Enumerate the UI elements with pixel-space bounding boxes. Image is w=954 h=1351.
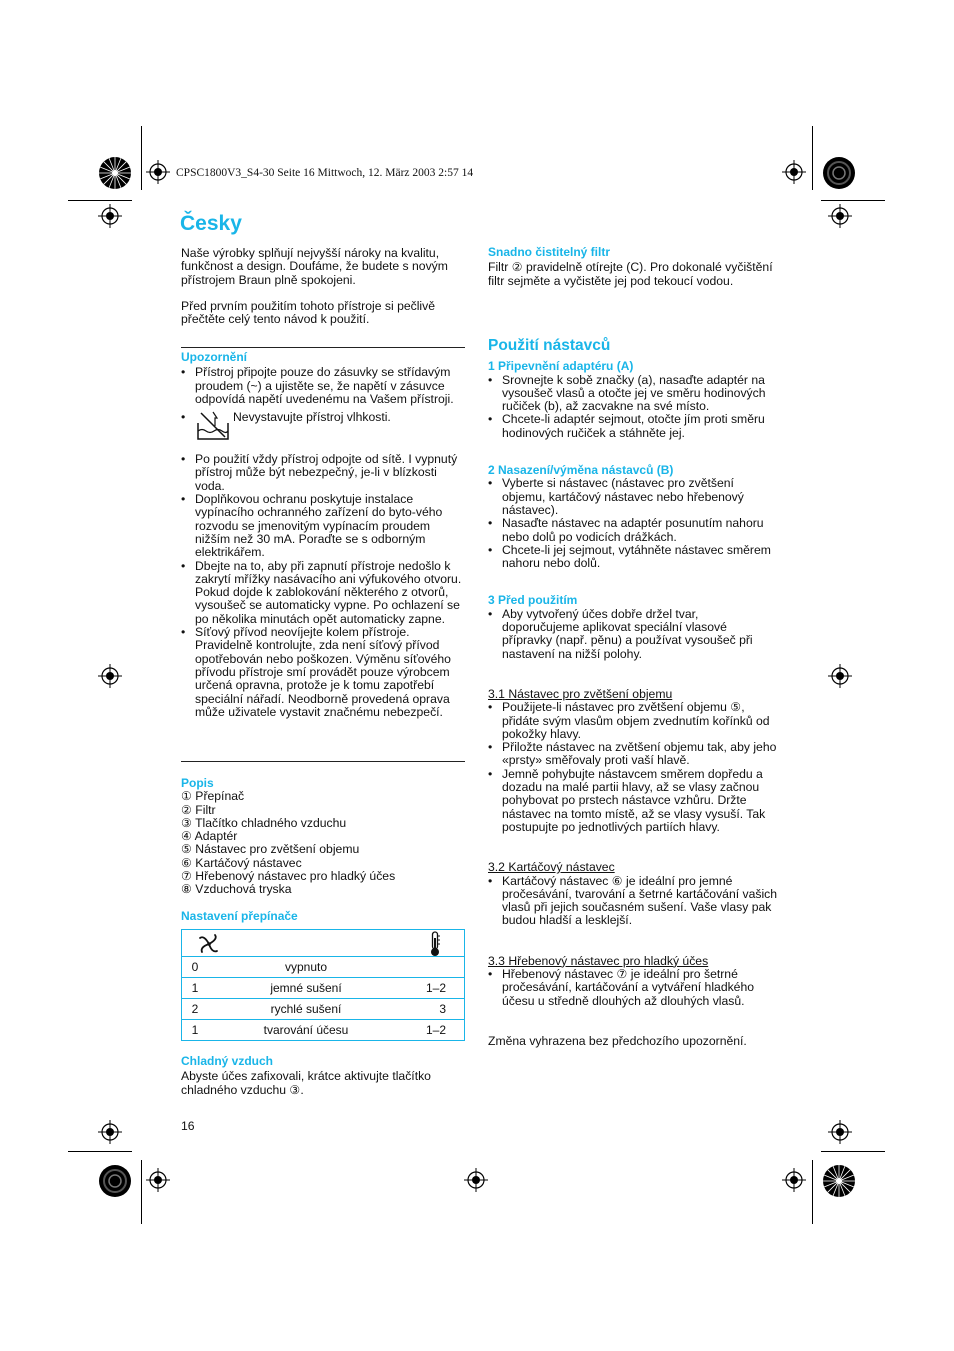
crosshair-mark xyxy=(782,160,806,184)
table-cell xyxy=(404,957,465,978)
list-item-text: Jemně pohybujte nástavcem směrem dopředu a dozadu na malé partii hlavy, až se vlasy začnou pohybovat po prstech nástavce vzhůru. Držte nástavec na tomto místě, až se vlasy vysuší. Tak postupujte po jednotlivých partiích hlavy. xyxy=(502,766,766,834)
table-header-row xyxy=(182,930,465,957)
thermometer-icon xyxy=(428,931,442,957)
left-column xyxy=(181,247,467,326)
list-item: • Aby vytvořený účes dobře držel tvar, doporučujeme aplikovat speciální vlasové přípravky (např. pěnu) a používat vysoušeč při nastavení na nižší polohy. xyxy=(488,606,753,661)
crop-mark xyxy=(812,126,813,190)
crop-mark xyxy=(821,200,885,201)
list-item: • Chcete-li adaptér sejmout, otočte jím proti směru hodinových ručiček a stáhněte jej. xyxy=(488,412,765,440)
table-cell: 3 xyxy=(404,999,465,1020)
page-title: Česky xyxy=(180,212,242,235)
part-item: ③ Tlačítko chladného vzduchu xyxy=(181,815,347,830)
intro-paragraph: Před prvním použitím tohoto přístroje si pečlivě přečtěte celý tento návod k použití. xyxy=(181,298,436,327)
footer-note: Změna vyhrazena bez předchozího upozornění. xyxy=(488,1033,747,1048)
warning-heading: Upozornění xyxy=(181,350,247,364)
list-item: • Srovnejte k sobě značky (a), nasaďte adaptér na vysoušeč vlasů a otočte jej ve směru hodinových ručiček (b), až zacvakne na své místo. xyxy=(488,372,766,414)
crop-mark xyxy=(141,126,142,190)
table-row xyxy=(182,957,465,978)
crosshair-mark xyxy=(464,1168,488,1192)
part-item: ① Přepínač xyxy=(181,789,245,804)
crosshair-mark xyxy=(828,204,852,228)
subsection-heading: 3.1 Nástavec pro zvětšení objemu xyxy=(488,686,673,701)
list-item-text: Aby vytvořený účes dobře držel tvar, doporučujeme aplikovat speciální vlasové přípravky (např. pěnu) a používat vysoušeč při nastavení na nižší polohy. xyxy=(502,606,753,661)
list-item-text: Vyberte si nástavec (nástavec pro zvětšení objemu, kartáčový nástavec nebo hřebenový nástavec). xyxy=(502,476,744,517)
registration-star-mark xyxy=(98,156,132,190)
no-water-bath-icon xyxy=(195,409,231,443)
crop-mark xyxy=(812,1160,813,1224)
crosshair-mark xyxy=(828,1120,852,1144)
table-cell: 1 xyxy=(182,978,209,999)
crosshair-mark xyxy=(98,204,122,228)
cool-air-text: Abyste účes zafixovali, krátce aktivujte tlačítko chladného vzduchu ③. xyxy=(181,1069,431,1097)
registration-star-mark xyxy=(822,1164,856,1198)
intro-paragraph: Naše výrobky splňují nejvyšší nároky na kvalitu, funkčnost a design. Doufáme, že budete s novým přístrojem Braun plně spokojeni. xyxy=(181,246,448,287)
list-item-text: Použijete-li nástavec pro zvětšení objemu ⑤, přidáte svým vlasům objem zvednutím kořínků od pokožky hlavy. xyxy=(502,700,770,741)
crosshair-mark xyxy=(146,1168,170,1192)
switch-settings-table xyxy=(181,929,465,1041)
list-item: • Hřebenový nástavec ⑦ je ideální pro šetrné pročesávání, kartáčování a vytváření hladkého účesu u středně dlouhých až dlouhých vlasů. xyxy=(488,966,755,1008)
crop-mark xyxy=(821,1151,885,1152)
list-item: • Doplňkovou ochranu poskytuje instalace vypínacího ochranného zařízení do byto-vého rozvodu se jmenovitým vypínacím proudem nižším než 30 mA. Poraďte se s odborným elektrikářem. xyxy=(181,492,443,560)
subsection-heading: 1 Připevnění adaptéru (A) xyxy=(488,359,634,374)
crosshair-mark xyxy=(782,1168,806,1192)
list-item-text: Přístroj připojte pouze do zásuvky se střídavým proudem (~) a ujistěte se, že napětí v zásuvce odpovídá napětí uvedenému na Vašem přístroji. xyxy=(195,365,454,406)
description-section xyxy=(181,777,467,897)
list-item: • Nevystavujte přístroj vlhkosti. xyxy=(181,409,467,445)
crosshair-mark xyxy=(146,160,170,184)
table-cell: 0 xyxy=(182,957,209,978)
table-cell: 1–2 xyxy=(404,1020,465,1041)
subsection-heading: 3 Před použitím xyxy=(488,593,578,608)
crosshair-mark xyxy=(98,1120,122,1144)
table-cell: 1–2 xyxy=(404,978,465,999)
section-divider xyxy=(181,347,465,348)
list-item-text: Chcete-li adaptér sejmout, otočte jím proti směru hodinových ručiček a stáhněte jej. xyxy=(502,412,765,440)
list-item-text: Nasaďte nástavec na adaptér posunutím nahoru nebo dolů po vodicích drážkách. xyxy=(502,516,764,544)
list-item-text: Kartáčový nástavec ⑥ je ideální pro jemné pročesávání, tvarování a šetrné kartáčování vašich vlasů při jejich současném sušení. Vaše vlasy pak budou hladší a lesklejší. xyxy=(502,873,778,928)
registration-star-mark xyxy=(98,1164,132,1198)
part-item: ⑦ Hřebenový nástavec pro hladký účes xyxy=(181,869,396,884)
switch-settings-section xyxy=(181,910,467,923)
part-item: ④ Adaptér xyxy=(181,829,238,844)
list-item-text: Doplňkovou ochranu poskytuje instalace vypínacího ochranného zařízení do byto-vého rozvodu se jmenovitým vypínacím proudem nižším než 30 mA. Poraďte se s odborným elektrikářem. xyxy=(195,492,443,560)
list-item-text: Dbejte na to, aby při zapnutí přístroje nedošlo k zakrytí mřížky nasávacího ani výfukového otvoru. Pokud dojde k zablokování některého z otvorů, vysoušeč se automaticky vypne. Po ochlazení se po několika minutách opět automaticky zapne. xyxy=(195,558,462,626)
switch-settings-heading: Nastavení přepínače xyxy=(181,909,298,923)
crosshair-mark xyxy=(98,664,122,688)
list-item-text: Hřebenový nástavec ⑦ je ideální pro šetrné pročesávání, kartáčování a vytváření hladkého účesu u středně dlouhých až dlouhých vlasů. xyxy=(502,966,755,1008)
table-cell: vypnuto xyxy=(208,957,404,978)
filter-heading: Snadno čistitelný filtr xyxy=(488,245,611,259)
subsection-heading: 3.3 Hřebenový nástavec pro hladký účes xyxy=(488,953,709,968)
part-item: ⑥ Kartáčový nástavec xyxy=(181,855,302,870)
cool-air-section xyxy=(181,1055,467,1097)
fan-icon xyxy=(198,933,220,955)
list-item: • Vyberte si nástavec (nástavec pro zvětšení objemu, kartáčový nástavec nebo hřebenový nástavec). xyxy=(488,476,744,517)
table-cell: 2 xyxy=(182,999,209,1020)
table-row xyxy=(182,1020,465,1041)
table-row xyxy=(182,999,465,1020)
table-row xyxy=(182,978,465,999)
crosshair-mark xyxy=(828,664,852,688)
filter-text: Filtr ② pravidelně otírejte (C). Pro dokonalé vyčištění filtr sejměte a vyčistěte jej pod tekoucí vodou. xyxy=(488,260,773,288)
list-item-text: Nevystavujte přístroj vlhkosti. xyxy=(233,410,391,425)
attachments-heading: Použití nástavců xyxy=(488,337,611,354)
registration-star-mark xyxy=(822,156,856,190)
list-item: • Použijete-li nástavec pro zvětšení objemu ⑤, přidáte svým vlasům objem zvednutím kořínků od pokožky hlavy. xyxy=(488,700,770,741)
table-cell: jemné sušení xyxy=(208,978,404,999)
attachments-section xyxy=(488,339,778,1048)
part-item: ⑧ Vzduchová tryska xyxy=(181,882,292,897)
list-item: • Dbejte na to, aby při zapnutí přístroje nedošlo k zakrytí mřížky nasávacího ani výfukového otvoru. Pokud dojde k zablokování některého z otvorů, vysoušeč se automaticky vypne. Po ochlazení se po několika minutách opět automaticky zapne. xyxy=(181,558,462,626)
warning-section xyxy=(181,351,467,719)
subsection-heading: 2 Nasazení/výměna nástavců (B) xyxy=(488,463,674,478)
page-number: 16 xyxy=(181,1119,195,1133)
list-item: • Jemně pohybujte nástavcem směrem dopředu a dozadu na malé partii hlavy, až se vlasy začnou pohybovat po prstech nástavce vzhůru. Držte nástavec na tomto místě, až se vlasy vysuší. Tak postupujte po jednotlivých partiích hlavy. xyxy=(488,766,766,834)
crop-mark xyxy=(141,1160,142,1224)
crop-mark xyxy=(68,1151,132,1152)
list-item-text: Srovnejte k sobě značky (a), nasaďte adaptér na vysoušeč vlasů a otočte jej ve směru hodinových ručiček (b), až zacvakne na své místo. xyxy=(502,372,766,414)
section-divider xyxy=(181,761,465,762)
description-heading: Popis xyxy=(181,776,214,790)
filter-section xyxy=(488,246,778,288)
list-item: • Kartáčový nástavec ⑥ je ideální pro jemné pročesávání, tvarování a šetrné kartáčování vašich vlasů při jejich současném sušení. Vaše vlasy pak budou hladší a lesklejší. xyxy=(488,873,778,928)
list-item-text: Přiložte nástavec na zvětšení objemu tak, aby jeho «prsty» směřovaly proti vaší hlavě. xyxy=(502,740,777,768)
list-item: • Přístroj připojte pouze do zásuvky se střídavým proudem (~) a ujistěte se, že napětí v zásuvce odpovídá napětí uvedenému na Vašem přístroji. xyxy=(181,365,454,406)
crop-mark xyxy=(68,200,132,201)
list-item: • Síťový přívod neovíjejte kolem přístroje. Pravidelně kontrolujte, zda není síťový přívod opotřebován nebo poškozen. Výměnu síťového přívodu přístroje smí provádět pouze výrobcem určená opravna, protože je k tomu zapotřebí speciální nářadí. Neodborně provedená oprava může uživatele vystavit značnému nebezpečí. xyxy=(181,625,451,719)
part-item: ⑤ Nástavec pro zvětšení objemu xyxy=(181,842,360,857)
table-cell: rychlé sušení xyxy=(208,999,404,1020)
list-item: • Nasaďte nástavec na adaptér posunutím nahoru nebo dolů po vodicích drážkách. xyxy=(488,516,764,544)
list-item-text: Síťový přívod neovíjejte kolem přístroje. Pravidelně kontrolujte, zda není síťový přívod opotřebován nebo poškozen. Výměnu síťového přívodu přístroje smí provádět pouze výrobcem určená opravna, protože je k tomu zapotřebí speciální nářadí. Neodborně provedená oprava může uživatele vystavit značnému nebezpečí. xyxy=(195,625,451,719)
subsection-heading: 3.2 Kartáčový nástavec xyxy=(488,860,615,875)
list-item: • Přiložte nástavec na zvětšení objemu tak, aby jeho «prsty» směřovaly proti vaší hlavě. xyxy=(488,740,777,768)
list-item: • Chcete-li jej sejmout, vytáhněte nástavec směrem nahoru nebo dolů. xyxy=(488,542,771,571)
cool-air-heading: Chladný vzduch xyxy=(181,1054,274,1068)
part-item: ② Filtr xyxy=(181,802,216,817)
print-header: CPSC1800V3_S4-30 Seite 16 Mittwoch, 12. März 2003 2:57 14 xyxy=(176,167,474,179)
list-item-text: Po použití vždy přístroj odpojte od sítě. I vypnutý přístroj může být nebezpečný, je-li v blízkosti voda. xyxy=(195,452,458,493)
list-item: • Po použití vždy přístroj odpojte od sítě. I vypnutý přístroj může být nebezpečný, je-li v blízkosti voda. xyxy=(181,452,458,493)
list-item-text: Chcete-li jej sejmout, vytáhněte nástavec směrem nahoru nebo dolů. xyxy=(502,542,771,571)
table-cell: tvarování účesu xyxy=(208,1020,404,1041)
table-cell: 1 xyxy=(182,1020,209,1041)
